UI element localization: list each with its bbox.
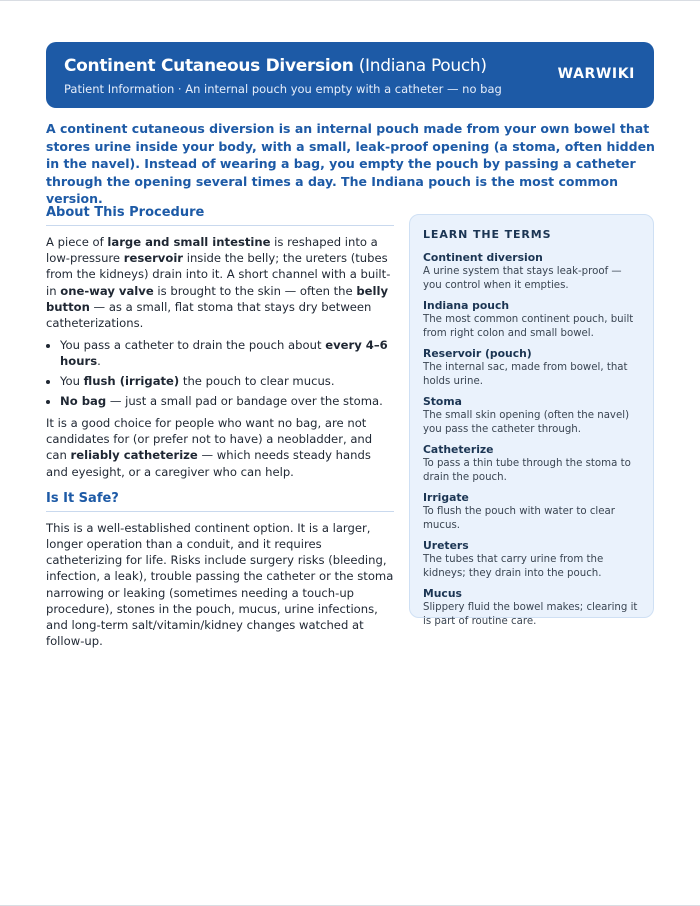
term-name: Stoma xyxy=(423,395,462,408)
term-name: Continent diversion xyxy=(423,251,543,264)
glossary-term xyxy=(423,347,640,389)
list-item: • You pass a catheter to drain the pouch about every 4–6 hours. xyxy=(60,337,394,369)
term-definition: The internal sac, made from bowel, that holds urine. xyxy=(423,362,628,387)
glossary-term xyxy=(423,491,640,533)
term-definition: The most common continent pouch, built from right colon and small bowel. xyxy=(423,314,634,339)
term-definition: The tubes that carry urine from the kidneys; they drain into the pouch. xyxy=(423,554,604,579)
term-definition: The small skin opening (often the navel) you pass the catheter through. xyxy=(423,410,630,435)
intro-summary: A continent cutaneous diversion is an internal pouch made from your own bowel that stores urine inside your body, with a small, leak-proof opening (a stoma, often hidden in the navel). Instead of wearing a bag, you empty the pouch by passing a catheter through the opening several times a day. The Indiana pouch is the most common version. xyxy=(46,121,655,206)
term-name: Catheterize xyxy=(423,443,494,456)
brand-logo: WARWIKI xyxy=(557,66,635,82)
term-name: Mucus xyxy=(423,587,462,600)
page-subtitle: Patient Information · An internal pouch you empty with a catheter — no bag xyxy=(64,82,502,96)
glossary-term xyxy=(423,587,640,629)
term-name: Reservoir (pouch) xyxy=(423,347,532,360)
term-definition: To pass a thin tube through the stoma to drain the pouch. xyxy=(423,458,631,483)
about-paragraph-1: A piece of large and small intestine is reshaped into a low-pressure reservoir inside the belly; the ureters (tubes from the kidneys) drain into it. A short channel with a built-in one-way valve is brought to the skin — often the belly button — as a small, flat stoma that stays dry between catheterizations. xyxy=(46,235,391,331)
list-item: • You flush (irrigate) the pouch to clear mucus. xyxy=(60,373,394,389)
term-definition: A urine system that stays leak-proof — you control when it empties. xyxy=(423,266,622,291)
glossary-term xyxy=(423,251,640,293)
top-divider xyxy=(0,0,700,1)
about-bullet-list xyxy=(46,337,394,409)
term-name: Ureters xyxy=(423,539,469,552)
glossary-term xyxy=(423,395,640,437)
term-name: Indiana pouch xyxy=(423,299,510,312)
glossary-term xyxy=(423,443,640,485)
about-paragraph-2: It is a good choice for people who want no bag, are not candidates for (or prefer not to have) a neobladder, and can reliably catheterize — which needs steady hands and eyesight, or a caregiver who can help. xyxy=(46,416,373,479)
safety-paragraph: This is a well-established continent option. It is a larger, longer operation than a conduit, and it requires catheterizing for life. Risks include surgery risks (bleeding, infection, a leak), trouble passing the catheter or the stoma narrowing or leaking (sometimes needing a touch-up procedure), stones in the pouch, mucus, urine infections, and long-term salt/vitamin/kidney changes watched at follow-up. xyxy=(46,520,394,649)
list-item: • No bag — just a small pad or bandage over the stoma. xyxy=(60,393,394,409)
term-name: Irrigate xyxy=(423,491,469,504)
glossary-panel xyxy=(409,214,654,627)
page-title-qualifier: (Indiana Pouch) xyxy=(358,56,487,76)
term-definition: Slippery fluid the bowel makes; clearing it is part of routine care. xyxy=(423,602,638,627)
glossary-heading: LEARN THE TERMS xyxy=(423,228,552,241)
page-title-main: Continent Cutaneous Diversion xyxy=(64,56,354,76)
section-heading-safety: Is It Safe? xyxy=(46,490,394,512)
main-column xyxy=(46,204,394,655)
page-title xyxy=(64,55,636,77)
glossary-term xyxy=(423,539,640,581)
page-header xyxy=(46,42,654,108)
glossary-term xyxy=(423,299,640,341)
term-definition: To flush the pouch with water to clear mucus. xyxy=(423,506,615,531)
section-heading-about: About This Procedure xyxy=(46,204,394,226)
